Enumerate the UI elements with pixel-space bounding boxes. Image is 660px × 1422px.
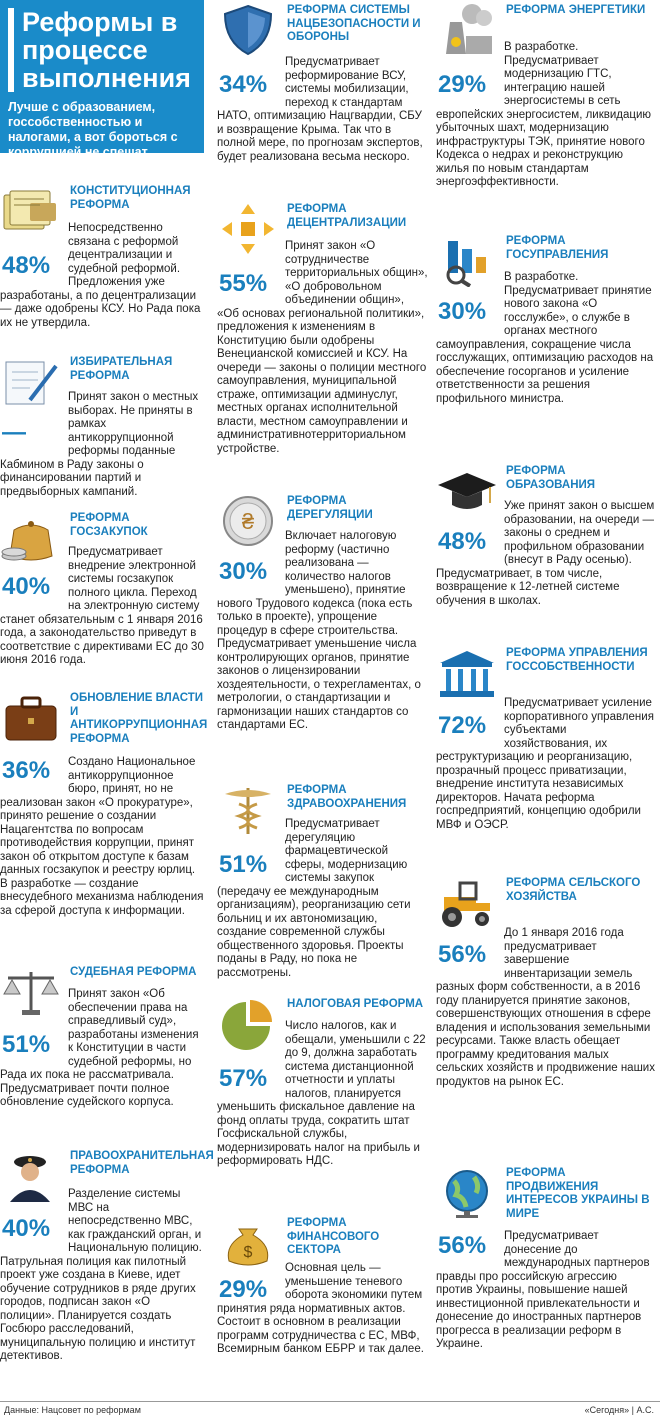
section-title: РЕФОРМА ПРОДВИЖЕНИЯ ИНТЕРЕСОВ УКРАИНЫ В МИРЕ (506, 1167, 650, 1220)
footer-divider (0, 1401, 660, 1402)
section-body: Основная цель — уменьшение теневого оборота экономики путем принятия ряда нормативных актов. Состоит в основном в реализации программ сотрудничества с ЕС, МВФ, Всемирным банком ЕБРР и так далее. (217, 1262, 424, 1355)
section-title: РЕФОРМА ДЕРЕГУЛЯЦИИ (287, 495, 373, 521)
percent-value: 29% (219, 1276, 268, 1303)
percent-value: 51% (2, 1031, 51, 1058)
percent-value: 51% (219, 851, 268, 878)
section-body: В разработке. Предусматривает принятие нового закона «О госслужбе», о службе в органах местного самоуправления, сокращение числа госслужащих, оптимизацию расходов на обеспечение госорганов и усиление ответственности за решения профильного министра. (436, 271, 654, 405)
percent-value: 40% (2, 1215, 51, 1242)
percent-value: 30% (219, 558, 268, 585)
percent-value: 48% (2, 252, 51, 279)
section-title: РЕФОРМА ГОСЗАКУПОК (70, 512, 148, 538)
percent-value: 56% (438, 1232, 487, 1259)
section-title: ПРАВООХРАНИТЕЛЬНАЯ РЕФОРМА (70, 1150, 214, 1176)
section-title: РЕФОРМА ЗДРАВООХРАНЕНИЯ (287, 784, 407, 810)
percent-value: 34% (219, 71, 268, 98)
section-title: СУДЕБНАЯ РЕФОРМА (70, 966, 197, 978)
percent-value: 48% (438, 528, 487, 555)
percent-value: 57% (219, 1065, 268, 1092)
section-title: РЕФОРМА ЭНЕРГЕТИКИ (506, 4, 646, 16)
header-box (0, 0, 204, 159)
section-title: РЕФОРМА СЕЛЬСКОГО ХОЗЯЙСТВА (506, 877, 641, 903)
tractor-icon (436, 877, 498, 929)
percent-value: 72% (438, 712, 487, 739)
section-body: Принят закон о местных выборах. Не приняты в рамках антикоррупционной реформы поданные Кабмином в Раду законы о финансировании партий и предвыборных кампаний. (0, 391, 199, 498)
section-body: Разделение системы МВС на непосредственно МВС, как гражданский орган, и Национальную полицию. Патрульная полиция как пилотный проект уже создана в Киеве, идет обучение сотрудников в ряде других городов, подписан закон «О полиции». Планируется создать Госбюро расследований, муниципальную полицию и институт детективов. (0, 1188, 202, 1362)
section-title: КОНСТИТУЦИОННАЯ РЕФОРМА (70, 185, 191, 211)
section-title: РЕФОРМА ОБРАЗОВАНИЯ (506, 465, 596, 491)
left-column (0, 0, 214, 1362)
percent-value: 29% (438, 71, 487, 98)
section-body: Предусматривает реформирование ВСУ, системы мобилизации, переход к стандартам НАТО, оптимизацию Нацгвардии, СБУ и возвращение Крыма. Так что в полной мере, по прогнозам экспертов, будет реализована весьма нескоро. (217, 56, 423, 163)
section-title: ОБНОВЛЕНИЕ ВЛАСТИ И АНТИКОРРУПЦИОННАЯ РЕФОРМА (70, 692, 208, 745)
percent-value: 36% (2, 757, 51, 784)
section-title: РЕФОРМА СИСТЕМЫ НАЦБЕЗОПАСНОСТИ И ОБОРОНЫ (287, 4, 421, 43)
section-body: Создано Национальное антикоррупционное бюро, принят, но не реализован закон «О прокуратуре», принято решение о создании Нацагентства по вопросам противодействия коррупции, принят закон об открытом доступе к базам данных госзакупок и реестру юрлиц. В разработке — создание внесудебного механизма наблюдения за сферой доступа к информации. (0, 756, 204, 917)
globe-icon (436, 1167, 498, 1219)
percent-value: 56% (438, 941, 487, 968)
svg-text:₴: ₴ (241, 509, 255, 534)
section-body: Предусматривает дерегуляцию фармацевтической сферы, модернизацию системы закупок (передачу ее международным организациям), реорганизацию сети больниц и их автономизацию, создание современной службы общественного здоровья. Проекты поданы в Раду, но пока не рассмотрены. (217, 818, 411, 979)
percent-value: 40% (2, 573, 51, 600)
section-body: До 1 января 2016 года предусматривает завершение инвентаризации земель разных форм собственности, а в 2016 году планируется принятие законов, совершенствующих отношения в сфере владения и использования земельными ресурсами. Также власть обещает программу кредитования малых сельских хозяйств и продвижение наших продуктов на рынок ЕС. (436, 927, 655, 1088)
section-body: Предусматривает донесение до международных партнеров правды про российскую агрессию против Украины, повышение нашей инвестиционной привлекательности и донесение до иностранных партнеров прогресса в реализации реформ в Украине. (436, 1230, 650, 1350)
section-title: РЕФОРМА ДЕЦЕНТРАЛИЗАЦИИ (287, 203, 407, 229)
section-body: Предусматривает усиление корпоративного управления субъектами хозяйствования, их реструктуризацию и реорганизацию, прозрачный процесс приватизации, внедрение института независимых директоров. Начата реформа госпредприятий, концепцию одобрили МВФ и ОЭСР. (436, 697, 654, 831)
section-body: Непосредственно связана с реформой децентрализации и судебной реформой. Предложения уже разработаны, а по децентрализации — даже одобрены КСУ. Но Рада пока их не утвердила. (0, 222, 201, 329)
footer-source: Данные: Нацсовет по реформам (4, 1405, 141, 1415)
section-title: РЕФОРМА ФИНАНСОВОГО СЕКТОРА (287, 1217, 380, 1256)
government-building-icon (436, 647, 498, 699)
percent-value: 30% (438, 298, 487, 325)
section-body: Принят закон «О сотрудничестве территориальных общин», «О добровольном объединении общин», «Об основах региональной политики», предложения к изменениям в Конституцию были одобрены Венецианской комиссией и КСУ. На очереди — законы о полиции местного самоуправления, муниципальной страже, оптимизации админуслуг, местных органах исполнительной власти, местном самоуправлении и административнотерриториальном устройстве. (217, 240, 428, 455)
briefcase-icon (0, 692, 62, 744)
page-subtitle: Лучше с образованием, госсобственностью и налогами, а вот бороться с коррупцией не спешат (8, 100, 178, 159)
section-body: В разработке. Предусматривает модернизацию ГТС, интеграцию нашей энергосистемы в сеть европейских энергосистем, ликвидацию убыточных шахт, модернизацию инфраструктуры ТЭК, принятие нового Кодекса о недрах и реконструкцию жилья по новым стандартам энергоэффективности. (436, 41, 652, 188)
section-title: НАЛОГОВАЯ РЕФОРМА (287, 998, 424, 1010)
section-title: РЕФОРМА ГОСУПРАВЛЕНИЯ (506, 235, 609, 261)
section-body: Принят закон «Об обеспечении права на справедливый суд», разработаны изменения к Конституции в части судебной реформы, но Рада их пока не рассматривала. Предусматривает почти полное обновление судейского корпуса. (0, 988, 199, 1108)
percent-value: — (2, 419, 26, 446)
section-title: РЕФОРМА УПРАВЛЕНИЯ ГОССОБСТВЕННОСТИ (506, 647, 648, 673)
page-title: Реформы в процессе выполнения (8, 8, 196, 92)
section-title: ИЗБИРАТЕЛЬНАЯ РЕФОРМА (70, 356, 173, 382)
footer-credit: «Сегодня» | А.С. (584, 1405, 654, 1415)
section-body: Уже принят закон о высшем образовании, на очереди — законы о среднем и профильном образовании (внесут в Раду осенью). Предусматривает, в том числе, возвращение к 12-летней системе обучения в школах. (436, 500, 655, 607)
shield-icon (217, 4, 279, 56)
svg-text:$: $ (243, 1244, 253, 1261)
section-body: Включает налоговую реформу (частично реализована — количество налогов уменьшено), принятие нового Трудового кодекса (пока есть только в проекте), упрощение процедур в сфере строительства. Предусматривает уменьшение числа контролирующих органов, принятие законов о лицензировании хоздеятельности, о техрегламентах, о метрологии, о стандартизации и гармонизации наших стандартов со стандартами ЕС. (217, 530, 421, 731)
section-body: Предусматривает внедрение электронной системы госзакупок полного цикла. Переход на электронную систему станет обязательным с 1 января 2016 года, а законодательство приведут в соответствие с директивами ЕС до 30 июня 2016 года. (0, 546, 204, 666)
section-body: Число налогов, как и обещали, уменьшили с 22 до 9, должна заработать система дистанционной отчетности и уплаты налогов, планируется уменьшить фискальное давление на фонд оплаты труда, сократить штат Госфискальной службы, модернизировать налог на прибыль и реформировать НДС. (217, 1020, 426, 1167)
percent-value: 55% (219, 270, 268, 297)
